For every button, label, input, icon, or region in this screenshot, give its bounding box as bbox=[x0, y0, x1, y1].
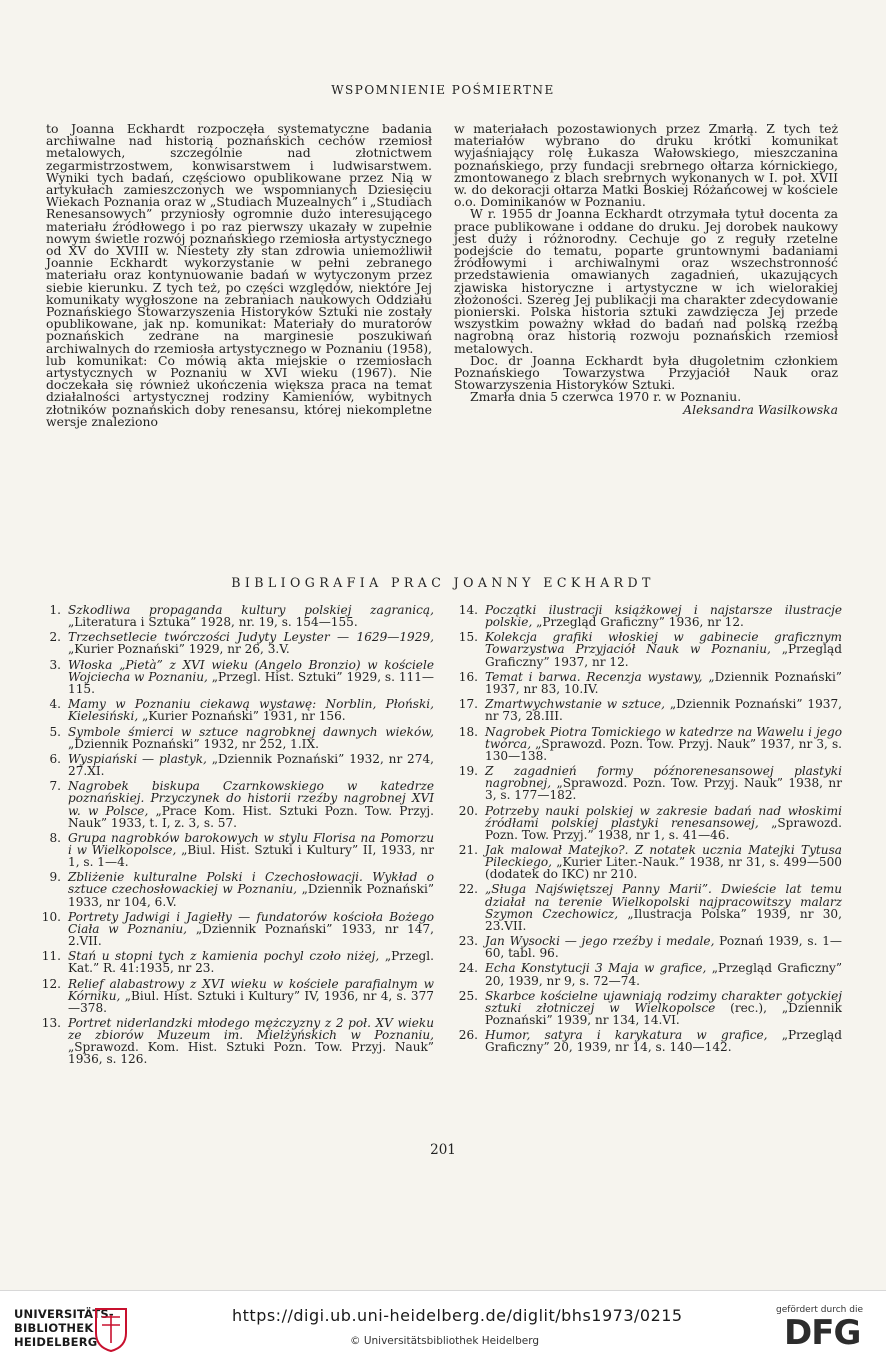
bibliography-entry bbox=[445, 935, 842, 959]
bibliography-entry bbox=[445, 990, 842, 1026]
entry-number: 16. bbox=[458, 669, 478, 684]
entry-source: „Literatura i Sztuka” 1928, nr. 19, s. 154—155. bbox=[68, 615, 358, 630]
entry-source: „Kurier Poznański” 1929, nr 26, 3.V. bbox=[68, 642, 290, 657]
entry-title: Potrzeby nauki polskiej w zakresie badań nad włoskimi źródłami polskiej plastyki renesansowej, bbox=[485, 803, 842, 830]
entry-number: 18. bbox=[458, 724, 478, 739]
entry-number: 5. bbox=[49, 724, 61, 739]
entry-title: Szkodliwa propaganda kultury polskiej zagranicą, bbox=[68, 603, 434, 617]
entry-source: „Sprawozd. Pozn. Tow. Przyj. Nauk” 1937, nr 3, s. 130—138. bbox=[485, 736, 842, 763]
university-seal-icon bbox=[88, 1305, 134, 1353]
bibliography-entry bbox=[28, 753, 434, 777]
entry-title: Jan Wysocki — jego rzeźby i medale, bbox=[485, 934, 715, 949]
copyright-notice: © Universitätsbibliothek Heidelberg bbox=[350, 1335, 540, 1347]
entry-number: 1. bbox=[49, 603, 61, 617]
entry-title: Portret niderlandzki młodego mężczyzny z 2 poł. XV wieku ze zbiorów Muzeum im. Mielżyńskich w Poznaniu, bbox=[68, 1016, 434, 1043]
entry-source: „Dziennik Poznański” 1933, nr 104, 6.V. bbox=[68, 882, 434, 909]
bibliography-entry bbox=[445, 765, 842, 801]
entry-number: 20. bbox=[458, 803, 478, 818]
bibliography-entry bbox=[28, 871, 434, 907]
entry-number: 9. bbox=[49, 870, 61, 885]
bibliography-entry bbox=[28, 1017, 434, 1065]
entry-title: Trzechsetlecie twórczości Judyty Leyster — 1629—1929, bbox=[68, 630, 434, 645]
permalink-url[interactable]: https://digi.ub.uni-heidelberg.de/diglit/bhs1973/0215 bbox=[232, 1306, 683, 1325]
memoir-right-column bbox=[454, 123, 838, 416]
entry-source: „Kurier Poznański” 1931, nr 156. bbox=[138, 709, 346, 724]
bibliography-entry bbox=[28, 978, 434, 1014]
entry-number: 19. bbox=[458, 764, 478, 779]
page-number: 201 bbox=[430, 1142, 456, 1158]
bibliography-entry bbox=[28, 911, 434, 947]
entry-number: 6. bbox=[49, 751, 61, 766]
bibliography-right-list bbox=[445, 604, 842, 1057]
entry-number: 11. bbox=[41, 949, 61, 964]
entry-source: „Dziennik Poznański” 1932, nr 274, 27.XI. bbox=[68, 751, 434, 779]
bibliography-entry bbox=[445, 1029, 842, 1053]
entry-title: Nagrobek Piotra Tomickiego w katedrze na Wawelu i jego twórca, bbox=[485, 724, 842, 751]
memoir-left-column bbox=[46, 123, 432, 428]
bibliography-entry bbox=[445, 844, 842, 880]
entry-title: Symbole śmierci w sztuce nagrobknej dawnych wieków, bbox=[68, 724, 434, 739]
bibliography-entry bbox=[445, 726, 842, 762]
entry-source: „Przegl. Hist. Sztuki” 1929, s. 111—115. bbox=[68, 669, 434, 696]
entry-title: Skarbce kościelne ujawniają rodzimy charakter gotyckiej sztuki złotniczej w Wielkopolsce bbox=[485, 988, 842, 1015]
entry-number: 15. bbox=[458, 630, 478, 645]
entry-number: 12. bbox=[41, 976, 61, 991]
entry-source: „Ilustracja Polska” 1939, nr 30, 23.VII. bbox=[485, 906, 842, 933]
entry-title: Zbliżenie kulturalne Polski i Czechosłowacji. Wykład o sztuce czechosłowackiej w Poznaniu, bbox=[68, 870, 434, 897]
bibliography-entry bbox=[28, 726, 434, 750]
entry-number: 10. bbox=[41, 909, 61, 924]
entry-title: Kolekcja grafiki włoskiej w gabinecie graficznym Towarzystwa Przyjaciół Nauk w Poznaniu, bbox=[485, 630, 842, 657]
entry-title: Mamy w Poznaniu ciekawą wystawę: Norblin, Płoński, Kielesiński, bbox=[68, 697, 434, 724]
entry-source: „Biul. Hist. Sztuki i Kultury” IV, 1936, nr 4, s. 377—378. bbox=[68, 988, 434, 1015]
entry-source: „Dziennik Poznański” 1937, nr 83, 10.IV. bbox=[485, 669, 842, 696]
entry-number: 3. bbox=[49, 657, 61, 672]
entry-number: 2. bbox=[49, 630, 61, 645]
bibliography-left-list bbox=[28, 604, 434, 1069]
entry-title: Włoska „Pietà” z XVI wieku (Angelo Bronzio) w kościele Wojciecha w Poznaniu, bbox=[68, 657, 434, 684]
entry-source: „Przegl. Kat.” R. 41:1935, nr 23. bbox=[68, 949, 434, 976]
entry-number: 26. bbox=[458, 1028, 478, 1043]
entry-source: „Przegląd Graficzny” 1936, nr 12. bbox=[532, 615, 744, 630]
entry-title: Jak malował Matejko?. Z notatek ucznia Matejki Tytusa Pileckiego, bbox=[485, 843, 842, 870]
bibliography-entry bbox=[445, 698, 842, 722]
entry-title: Stań u stopni tych z kamienia pochyl czoło niżej, bbox=[68, 949, 380, 964]
entry-source: „Sprawozd. Kom. Hist. Sztuki Pozn. Tow. Przyj. Nauk” 1936, s. 126. bbox=[68, 1040, 434, 1067]
entry-source: „Dziennik Poznański” 1933, nr 147, 2.VII. bbox=[68, 921, 434, 949]
entry-number: 4. bbox=[49, 697, 61, 712]
bibliography-entry bbox=[28, 659, 434, 695]
entry-number: 25. bbox=[458, 988, 478, 1003]
entry-source: „Przegląd Graficzny” 20, 1939, nr 9, s. 72—74. bbox=[485, 961, 842, 988]
entry-source: „Dziennik Poznański” 1932, nr 252, 1.IX. bbox=[68, 736, 319, 751]
viewer-footer bbox=[0, 1290, 886, 1366]
entry-number: 17. bbox=[458, 697, 478, 712]
entry-source: „Biul. Hist. Sztuki i Kultury” II, 1933, nr 1, s. 1—4. bbox=[68, 843, 434, 870]
logo-line: UNIVERSITÄTS- bbox=[14, 1307, 114, 1321]
entry-number: 23. bbox=[458, 934, 478, 949]
entry-title: Relief alabastrowy z XVI wieku w kościele parafialnym w Kórniku, bbox=[68, 976, 434, 1003]
memoir-right-paragraph: w materiałach pozostawionych przez Zmarłą. Z tych też materiałów wybrano do druku krótki komunikat wyjaśniający rolę Łukasza Wałowskiego, mieszczanina poznańskiego, przy fundacji srebrnego ołtarza kórnickiego, zmontowanego z blach srebrnych wykonanych w I. poł. XVII w. do dekoracji ołtarza Matki Boskiej Różańcowej w kościele o.o. Dominikanów w Poznaniu. bbox=[454, 121, 838, 210]
funded-by-label: gefördert durch die bbox=[776, 1305, 863, 1315]
entry-number: 13. bbox=[41, 1016, 61, 1031]
entry-number: 22. bbox=[458, 882, 478, 897]
entry-title: „Sługa Najświętszej Panny Marii”. Dwieście lat temu działał na terenie Wielkopolski najpracowitszy malarz Szymon Czechowicz, bbox=[485, 882, 842, 921]
bibliography-entry bbox=[445, 805, 842, 841]
bibliography-entry bbox=[28, 604, 434, 628]
entry-source: „Kurier Liter.-Nauk.” 1938, nr 31, s. 499—500 (dodatek do IKC) nr 210. bbox=[485, 855, 842, 882]
bibliography-entry bbox=[445, 671, 842, 695]
entry-title: Temat i barwa. Recenzja wystawy, bbox=[485, 669, 703, 684]
memoir-right-paragraph: Zmarła dnia 5 czerwca 1970 r. w Poznaniu. bbox=[470, 389, 742, 405]
entry-number: 21. bbox=[458, 843, 478, 857]
author-signature: Aleksandra Wasilkowska bbox=[683, 401, 838, 417]
entry-source: „Przegląd Graficzny” 20, 1939, nr 14, s. 140—142. bbox=[485, 1028, 843, 1055]
entry-source: (rec.), „Dziennik Poznański” 1939, nr 134, 14.VI. bbox=[485, 1000, 842, 1027]
entry-number: 14. bbox=[458, 603, 478, 617]
bibliography-entry bbox=[28, 780, 434, 828]
bibliography-entry bbox=[445, 883, 842, 931]
memoir-right-paragraph: Doc. dr Joanna Eckhardt była długoletnim członkiem Poznańskiego Towarzystwa Przyjaciół Nauk oraz Stowarzyszenia Historyków Sztuki. bbox=[454, 352, 838, 393]
memoir-left-paragraph: to Joanna Eckhardt rozpoczęła systematyczne badania archiwalne nad historią poznańskich cechów rzemiosł metalowych, szczególnie nad złotnictwem zegarmistrzostwem, konwisarstwem i ludwisarstwem. Wyniki tych badań, częściowo opublikowane przez Nią w artykułach zamieszczonych we wspomnianych Dziesięciu Wiekach Poznania oraz w „Studiach Muzealnych” i „Studiach Renesansowych” przyniosły ogromnie dużo interesującego materiału źródłowego i po raz pierwszy ukazały w zupełnie nowym świetle rozwój poznańskiego rzemiosła artystycznego od XV do XVIII w. Niestety zły stan zdrowia uniemożliwił Joannie Eckhardt wykorzystanie w pełni zebranego materiału oraz kontynuowanie badań w wytyczonym przez siebie kierunku. Z tych też, po części względów, niektóre Jej komunikaty wygłoszone na zebraniach naukowych Oddziału Poznańskiego Stowarzyszenia Historyków Sztuki nie zostały opublikowane, jak np. komunikat: Materiały do muratorów poznańskich zedrane na marginesie poszukiwań archiwalnych do rzemiosła artystycznego w Poznaniu (1958), lub komunikat: Co mówią akta miejskie o rzemiosłach artystycznych w Poznaniu w XVI wieku (1967). Nie doczekała się również ukończenia większa praca na temat działalności artystycznej rodziny Kamieniów, wybitnych złotników poznańskich doby renesansu, której niekompletne wersje znaleziono bbox=[46, 121, 432, 429]
memoir-right-paragraph: W r. 1955 dr Joanna Eckhardt otrzymała tytuł docenta za prace publikowane i oddane do druku. Jej dorobek naukowy jest duży i różnorodny. Cechuje go z reguły rzetelne podejście do tematu, poparte gruntownymi badaniami źródłowymi i archiwalnymi oraz wszechstronność przedstawienia omawianych zagadnień, ukazujących zjawiska historyczne i artystyczne w ich wielorakiej złożoności. Szereg Jej publikacji ma charakter zdecydowanie pionierski. Polska historia sztuki zawdzięcza Jej przede wszystkim poważny wkład do badań nad polską rzeźbą nagrobną oraz historią rozwoju poznańskich rzemiosł metalowych. bbox=[454, 206, 838, 356]
entry-source: „Sprawozd. Pozn. Tow. Przyj. Nauk” 1938, nr 3, s. 177—182. bbox=[485, 776, 842, 803]
bibliography-entry bbox=[28, 950, 434, 974]
entry-title: Portrety Jadwigi i Jagiełły — fundatorów kościoła Bożego Ciała w Poznaniu, bbox=[68, 909, 434, 936]
bibliography-entry bbox=[445, 962, 842, 986]
entry-title: Z zagadnień formy późnorenesansowej plastyki nagrobnej, bbox=[485, 764, 842, 791]
entry-title: Grupa nagrobków barokowych w stylu Florisa na Pomorzu i w Wielkopolsce, bbox=[68, 830, 434, 857]
entry-title: Wyspiański — plastyk, bbox=[68, 751, 207, 766]
bibliography-entry bbox=[28, 832, 434, 868]
dfg-logo[interactable]: DFG bbox=[784, 1313, 861, 1353]
entry-title: Początki ilustracji książkowej i najstarsze ilustracje polskie, bbox=[485, 603, 842, 630]
bibliography-entry bbox=[445, 631, 842, 667]
logo-line: HEIDELBERG bbox=[14, 1335, 98, 1349]
entry-source: „Dziennik Poznański” 1937, nr 73, 28.III. bbox=[485, 697, 842, 724]
bibliography-entry bbox=[28, 698, 434, 722]
logo-line: BIBLIOTHEK bbox=[14, 1321, 94, 1335]
running-head: WSPOMNIENIE POŚMIERTNE bbox=[331, 83, 555, 97]
entry-number: 7. bbox=[49, 779, 61, 794]
entry-title: Humor, satyra i karykatura w grafice, bbox=[485, 1028, 768, 1043]
entry-title: Echa Konstytucji 3 Maja w grafice, bbox=[485, 961, 707, 976]
bibliography-entry bbox=[28, 631, 434, 655]
entry-source: „Przegląd Graficzny” 1937, nr 12. bbox=[485, 642, 842, 669]
entry-source: „Sprawozd. Pozn. Tow. Przyj.” 1938, nr 1, s. 41—46. bbox=[485, 815, 842, 842]
entry-title: Nagrobek biskupa Czarnkowskiego w katedrze poznańskiej. Przyczynek do historii rzeźby nagrobnej XVI w. w Polsce, bbox=[68, 779, 434, 818]
bibliography-heading: BIBLIOGRAFIA PRAC JOANNY ECKHARDT bbox=[231, 575, 655, 590]
entry-title: Zmartwychwstanie w sztuce, bbox=[485, 697, 665, 712]
entry-source: „Prace Kom. Hist. Sztuki Pozn. Tow. Przyj. Nauk” 1933, t. I, z. 3, s. 57. bbox=[68, 803, 434, 830]
bibliography-entry bbox=[445, 604, 842, 628]
entry-source: Poznań 1939, s. 1—60, tabl. 96. bbox=[485, 934, 842, 961]
entry-number: 24. bbox=[458, 961, 478, 976]
entry-number: 8. bbox=[49, 830, 61, 845]
